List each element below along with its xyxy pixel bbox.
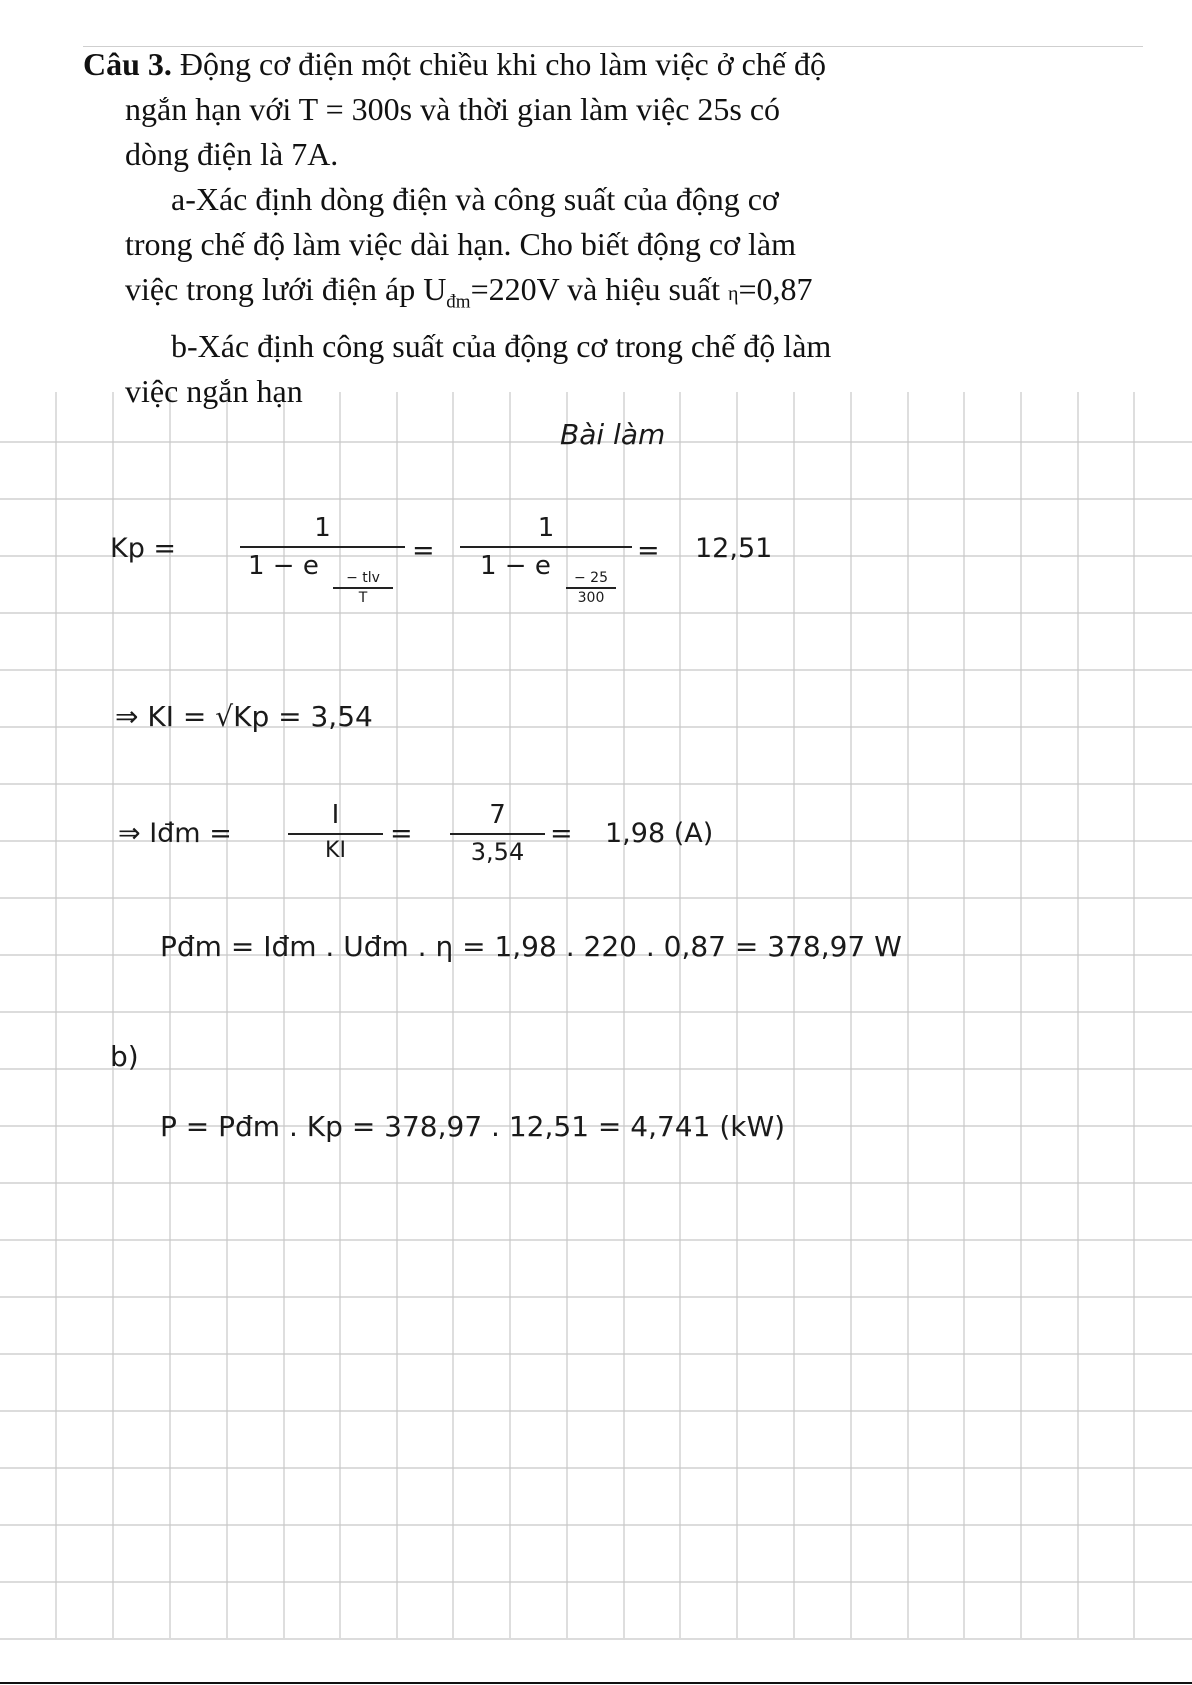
problem-line-2: ngắn hạn với T = 300s và thời gian làm việc 25s có xyxy=(125,91,781,127)
problem-line-5: trong chế độ làm việc dài hạn. Cho biết động cơ làm xyxy=(125,226,796,262)
kp-result: 12,51 xyxy=(695,533,773,564)
idm-result: 1,98 (A) xyxy=(605,818,714,849)
problem-line-6: việc trong lưới điện áp $U_{đm}=220V$ và hiệu suất η=0,87 xyxy=(125,271,813,313)
pdm-line: Pđm = Iđm . Uđm . η = 1,98 . 220 . 0,87 = 378,97 W xyxy=(160,930,902,963)
question-label: Câu 3. xyxy=(83,46,172,82)
problem-statement xyxy=(83,42,1073,414)
problem-line-3: dòng điện là 7A. xyxy=(125,136,339,172)
ki-line: ⇒ KI = √Kp = 3,54 xyxy=(115,700,373,733)
kp-equals-1: = xyxy=(412,535,435,566)
kp-equals-2: = xyxy=(637,535,660,566)
part-b-line: P = Pđm . Kp = 378,97 . 12,51 = 4,741 (kW) xyxy=(160,1110,786,1143)
part-b-label: b) xyxy=(110,1040,139,1073)
kp-fraction-2: 1 1 − e xyxy=(460,513,632,581)
problem-line-1: Câu 3. Động cơ điện một chiều khi cho làm việc ở chế độ xyxy=(83,46,827,82)
problem-line-4: a-Xác định dòng điện và công suất của động cơ xyxy=(171,181,779,217)
idm-fraction-1: I KI xyxy=(288,800,383,863)
kp-lhs: Kp = xyxy=(110,533,177,564)
kp-exponent-2: − 25 300 xyxy=(566,570,616,606)
solution-title: Bài làm xyxy=(560,418,666,451)
idm-fraction-2: 7 3,54 xyxy=(450,800,545,866)
bottom-rule xyxy=(0,1682,1192,1684)
idm-equals-1: = xyxy=(390,818,413,849)
kp-exponent-1: − tlv T xyxy=(333,570,393,606)
kp-fraction-1: 1 1 − e xyxy=(240,513,405,581)
problem-line-8: việc ngắn hạn xyxy=(125,373,303,410)
idm-equals-2: = xyxy=(550,818,573,849)
idm-lhs: ⇒ Iđm = xyxy=(118,818,232,849)
problem-line-7: b-Xác định công suất của động cơ trong chế độ làm xyxy=(171,328,832,365)
